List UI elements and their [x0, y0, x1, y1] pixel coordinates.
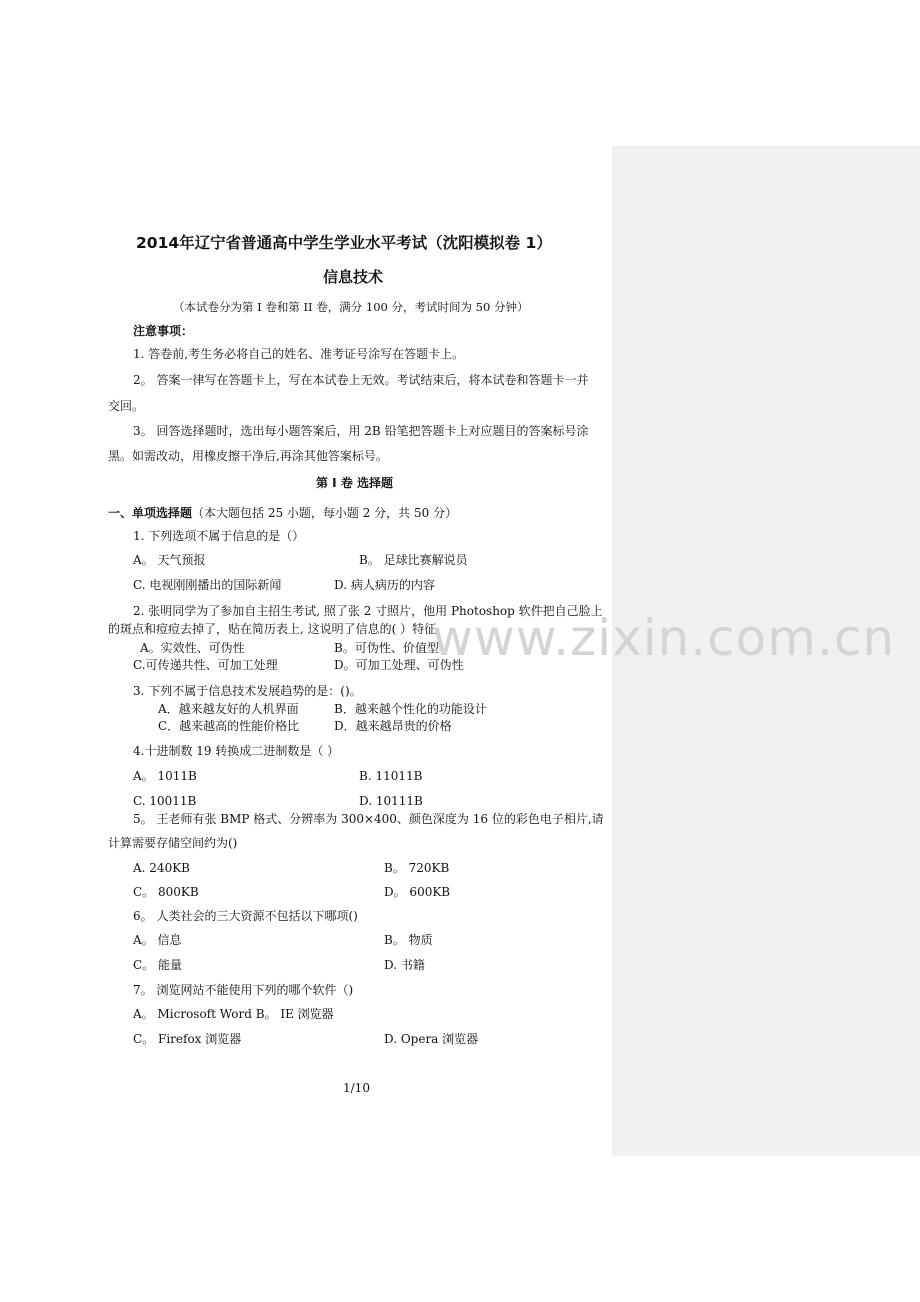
question-3-stem: 3. 下列不属于信息技术发展趋势的是：()。: [133, 684, 362, 698]
question-5-stem: 5。 王老师有张 BMP 格式、分辨率为 300×400、颜色深度为 16 位的彩色电子相片,请: [133, 812, 604, 826]
notice-item-3: 3。 回答选择题时，选出每小题答案后，用 2B 铅笔把答题卡上对应题目的答案标号涂: [133, 424, 589, 438]
page-number: 1/10: [343, 1081, 370, 1095]
part-label: 一、单项选择题: [108, 506, 193, 520]
question-7-option-d: D. Opera 浏览器: [384, 1032, 479, 1046]
exam-title: 2014年辽宁省普通高中学生学业水平考试（沈阳模拟卷 1）: [136, 234, 552, 252]
notice-heading: 注意事项：: [133, 324, 194, 338]
notice-item-1: 1. 答卷前,考生务必将自己的姓名、准考证号涂写在答题卡上。: [133, 347, 465, 361]
question-1-option-a: A。 天气预报: [133, 553, 206, 567]
question-1-option-c: C. 电视刚刚播出的国际新闻: [133, 578, 282, 592]
exam-info: （本试卷分为第 I 卷和第 II 卷，满分 100 分，考试时间为 50 分钟）: [173, 300, 529, 314]
notice-item-2-cont: 交回。: [108, 399, 145, 413]
question-6-option-a: A。 信息: [133, 933, 182, 947]
part-info: （本大题包括 25 小题，每小题 2 分，共 50 分）: [192, 506, 458, 520]
question-5-option-d: D。 600KB: [384, 885, 451, 899]
question-1-option-d: D. 病人病历的内容: [334, 578, 435, 592]
question-2-stem-cont: 的斑点和痘痘去掉了，贴在简历表上, 这说明了信息的( ）特征.: [108, 622, 440, 636]
question-5-stem-cont: 计算需要存储空间约为(): [108, 836, 238, 850]
question-2-option-c: C.可传递共性、可加工处理: [133, 658, 278, 672]
question-7-option-c: C。 Firefox 浏览器: [133, 1032, 242, 1046]
question-6-option-c: C。 能量: [133, 958, 182, 972]
question-2-option-d: D。可加工处理、可伪性: [334, 658, 464, 672]
volume-title: 第 I 卷 选择题: [316, 476, 393, 490]
question-7-options-ab: A。 Microsoft Word B。 IE 浏览器: [133, 1007, 334, 1021]
notice-item-2: 2。 答案一律写在答题卡上，写在本试卷上无效。考试结束后，将本试卷和答题卡一并: [133, 373, 589, 387]
question-3-option-a: A．越来越友好的人机界面: [158, 702, 299, 716]
question-4-option-b: B. 11011B: [359, 769, 423, 783]
question-1-stem: 1. 下列选项不属于信息的是（）: [133, 529, 305, 543]
question-7-stem: 7。 浏览网站不能使用下列的哪个软件（): [133, 983, 354, 997]
part-heading: [108, 505, 457, 521]
question-1-option-b: B。 足球比赛解说员: [359, 553, 468, 567]
question-2-stem: 2. 张明同学为了参加自主招生考试, 照了张 2 寸照片，他用 Photoshop 软件把自己脸上: [133, 604, 603, 618]
question-3-option-b: B．越来越个性化的功能设计: [334, 702, 487, 716]
question-4-option-a: A。 1011B: [133, 769, 197, 783]
watermark: www.zixin.com.cn: [432, 609, 896, 667]
question-5-option-b: B。 720KB: [384, 861, 450, 875]
question-6-option-b: B。 物质: [384, 933, 433, 947]
question-2-option-a: A。实效性、可伪性: [140, 641, 245, 655]
question-4-stem: 4.十进制数 19 转换成二进制数是（ ）: [133, 744, 340, 758]
question-3-option-d: D．越来越昂贵的价格: [334, 719, 452, 733]
question-3-option-c: C．越来越高的性能价格比: [158, 719, 300, 733]
question-4-option-c: C. 10011B: [133, 794, 197, 808]
question-6-option-d: D. 书籍: [384, 958, 425, 972]
notice-item-3-cont: 黑。如需改动，用橡皮擦干净后,再涂其他答案标号。: [108, 449, 388, 463]
question-4-option-d: D. 10111B: [359, 794, 423, 808]
question-2-option-b: B。可伪性、价值型: [334, 641, 439, 655]
question-5-option-c: C。 800KB: [133, 885, 199, 899]
subject-title: 信息技术: [323, 268, 384, 286]
question-5-option-a: A. 240KB: [133, 861, 190, 875]
question-6-stem: 6。 人类社会的三大资源不包括以下哪项(): [133, 909, 358, 923]
